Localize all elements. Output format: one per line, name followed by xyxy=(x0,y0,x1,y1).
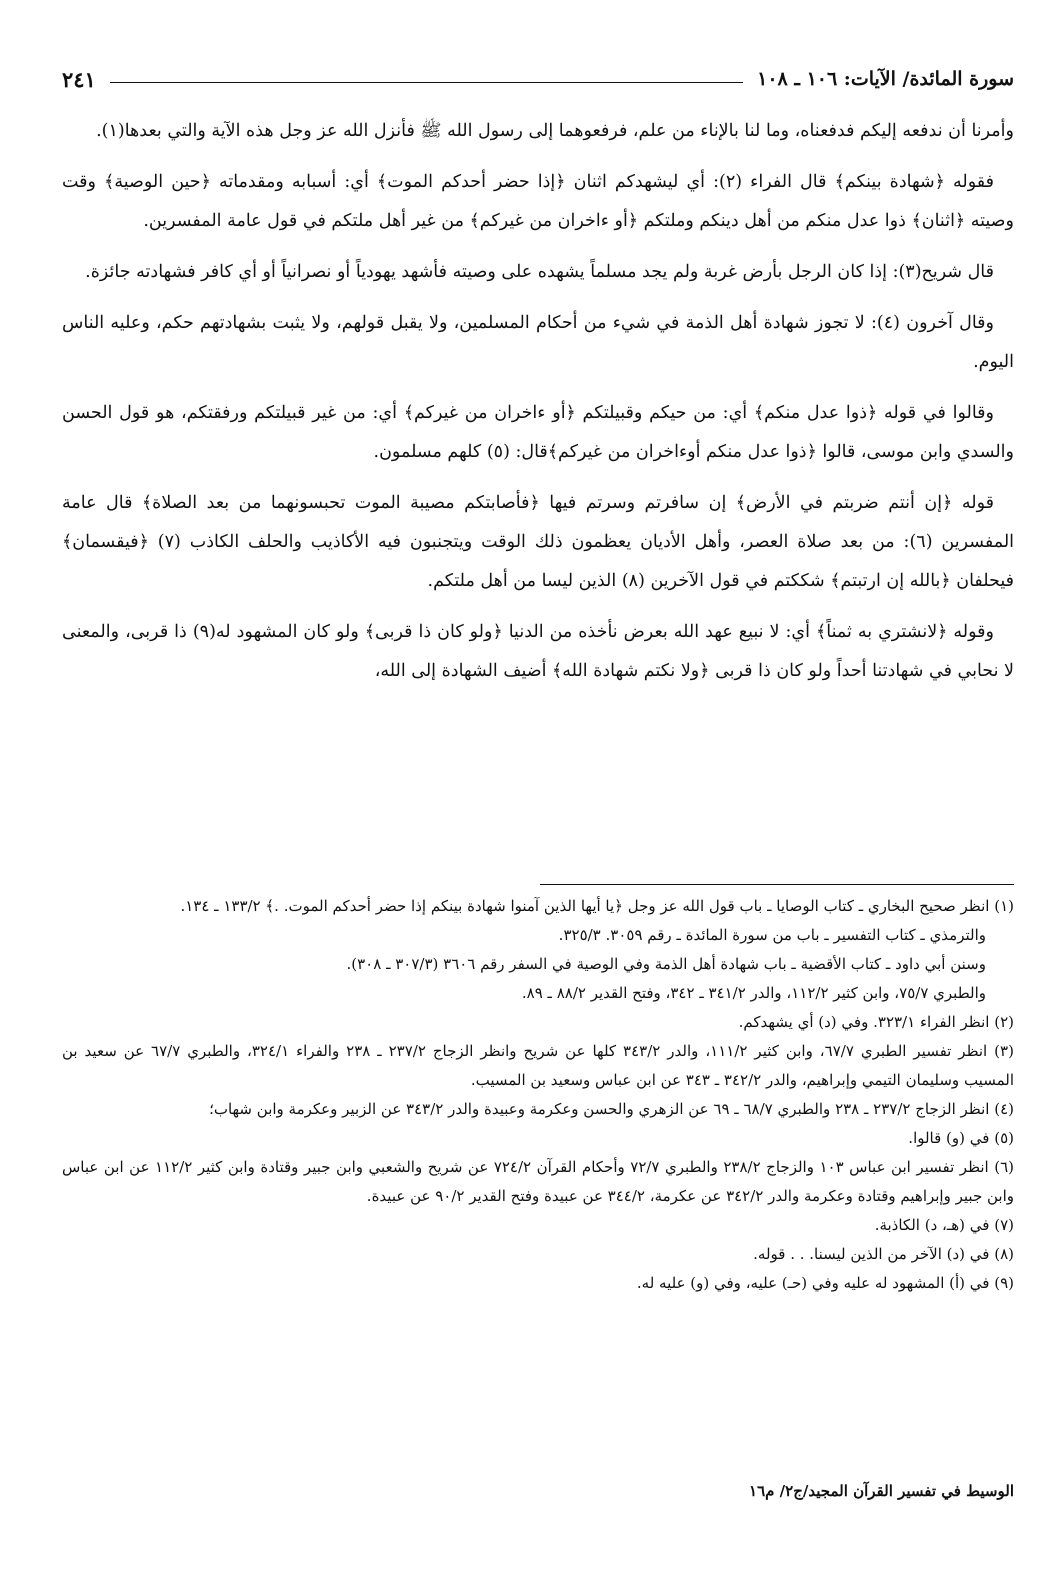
paragraph: قال شريح(٣): إذا كان الرجل بأرض غربة ولم يجد مسلماً يشهده على وصيته فأشهد يهودياً أو نصرانياً أو أي كافر فشهادته جائزة. xyxy=(85,262,994,282)
paragraph: وقوله ﴿لانشتري به ثمناً﴾ أي: لا نبيع عهد الله بعرض نأخذه من الدنيا ﴿ولو كان ذا قربى﴾ ولو كان المشهود له(٩) ذا قربى، والمعنى لا نحابي في شهادتنا أحداً ولو كان ذا قربى ﴿ولا نكتم شهادة الله﴾ أضيف الشهادة إلى الله، xyxy=(62,622,1014,681)
running-header xyxy=(62,62,1014,96)
main-text xyxy=(62,112,1014,703)
book-signature-footer: الوسيط في تفسير القرآن المجيد/ج٢/ م١٦ xyxy=(749,1482,1014,1500)
footnote: (٦) انظر تفسير ابن عباس ١٠٣ والزجاج ٢٣٨/٢ والطبري ٧٢/٧ وأحكام القرآن ٧٢٤/٢ عن شريح والشعبي وابن جبير وقتادة وابن كثير ١١٢/٢ عن ابن عباس وابن جبير وإبراهيم وقتادة وعكرمة والدر ٣٤٢/٢ عن عكرمة، ٣٤٤/٢ عن عبيدة وفتح القدير ٩٠/٢ عن عبيدة. xyxy=(62,1158,1015,1205)
paragraph: وقالوا في قوله ﴿ذوا عدل منكم﴾ أي: من حيكم وقبيلتكم ﴿أو ءاخران من غيركم﴾ أي: من غير قبيلتكم ورفقتكم، هو قول الحسن والسدي وابن موسى، قالوا ﴿ذوا عدل منكم أوءاخران من غيركم﴾قال: (٥) كلهم مسلمون. xyxy=(62,403,1014,462)
page-number: ٢٤١ xyxy=(62,66,96,92)
paragraph: وأمرنا أن ندفعه إليكم فدفعناه، وما لنا بالإناء من علم، فرفعوهما إلى رسول الله ﷺ فأنزل الله عز وجل هذه الآية والتي بعدها(١). xyxy=(96,121,1014,141)
surah-title: سورة المائدة/ الآيات: ١٠٦ ـ ١٠٨ xyxy=(757,68,1014,90)
footnote: (٤) انظر الزجاج ٢٣٧/٢ ـ ٢٣٨ والطبري ٦٨/٧ ـ ٦٩ عن الزهري والحسن وعكرمة وعبيدة والدر ٣٤٣/٢ عن الزبير وعكرمة وابن شهاب؛ xyxy=(209,1100,1014,1118)
paragraph: قوله ﴿إن أنتم ضربتم في الأرض﴾ إن سافرتم وسرتم فيها ﴿فأصابتكم مصيبة الموت تحبسونهما من بعد الصلاة﴾ قال عامة المفسرين (٦): من بعد صلاة العصر، وأهل الأديان يعظمون ذلك الوقت ويتجنبون فيه الأكاذيب والحلف الكاذب (٧) ﴿فيقسمان﴾ فيحلفان ﴿بالله إن ارتبتم﴾ شككتم في قول الآخرين (٨) الذين ليسا من أهل ملتكم. xyxy=(62,493,1015,591)
paragraph: فقوله ﴿شهادة بينكم﴾ قال الفراء (٢): أي ليشهدكم اثنان ﴿إذا حضر أحدكم الموت﴾ أي: أسبابه ومقدماته ﴿حين الوصية﴾ وقت وصيته ﴿اثنان﴾ ذوا عدل منكم من أهل دينكم وملتكم ﴿أو ءاخران من غيركم﴾ من غير أهل ملتكم في قول عامة المفسرين. xyxy=(62,172,1014,231)
footnote: (٥) في (و) قالوا. xyxy=(908,1129,1014,1147)
paragraph: وقال آخرون (٤): لا تجوز شهادة أهل الذمة في شيء من أحكام المسلمين، ولا يقبل قولهم، ولا يثبت بشهادتهم حكم، وعليه الناس اليوم. xyxy=(62,313,1014,372)
footnote-continuation: والطبري ٧٥/٧، وابن كثير ١١٢/٢، والدر ٣٤١/٢ ـ ٣٤٢، وفتح القدير ٨٨/٢ ـ ٨٩. xyxy=(521,984,986,1002)
footnote: (٢) انظر الفراء ٣٢٣/١. وفي (د) أي يشهدكم. xyxy=(738,1013,1014,1031)
footnotes xyxy=(62,892,1014,1298)
footnote: (٨) في (د) الآخر من الذين ليسنا. . . قوله. xyxy=(753,1245,1014,1263)
footnote: (٩) في (أ) المشهود له عليه وفي (حـ) عليه، وفي (و) عليه له. xyxy=(636,1274,1014,1292)
footnote: (١) انظر صحيح البخاري ـ كتاب الوصايا ـ باب قول الله عز وجل ﴿يا أيها الذين آمنوا شهادة بينكم إذا حضر أحدكم الموت. .﴾ ١٣٣/٢ ـ ١٣٤. xyxy=(180,897,1014,915)
footnote: (٣) انظر تفسير الطبري ٦٧/٧، وابن كثير ١١١/٢، والدر ٣٤٣/٢ كلها عن شريح وانظر الزجاج ٢٣٧/٢ ـ ٢٣٨ والفراء ٣٢٤/١، والطبري ٦٧/٧ عن سعيد بن المسيب وسليمان التيمي وإبراهيم، والدر ٣٤٢/٢ ـ ٣٤٣ عن ابن عباس وسعيد بن المسيب. xyxy=(62,1042,1014,1089)
footnote-continuation: والترمذي ـ كتاب التفسير ـ باب من سورة المائدة ـ رقم ٣٠٥٩. ٣٢٥/٣. xyxy=(558,926,986,944)
footnote: (٧) في (هـ، د) الكاذبة. xyxy=(874,1216,1014,1234)
footnote-continuation: وسنن أبي داود ـ كتاب الأقضية ـ باب شهادة أهل الذمة وفي الوصية في السفر رقم ٣٦٠٦ (٣٠٧/٣ ـ ٣٠٨). xyxy=(346,955,986,973)
footnote-divider xyxy=(540,884,1014,885)
header-rule xyxy=(110,82,743,83)
